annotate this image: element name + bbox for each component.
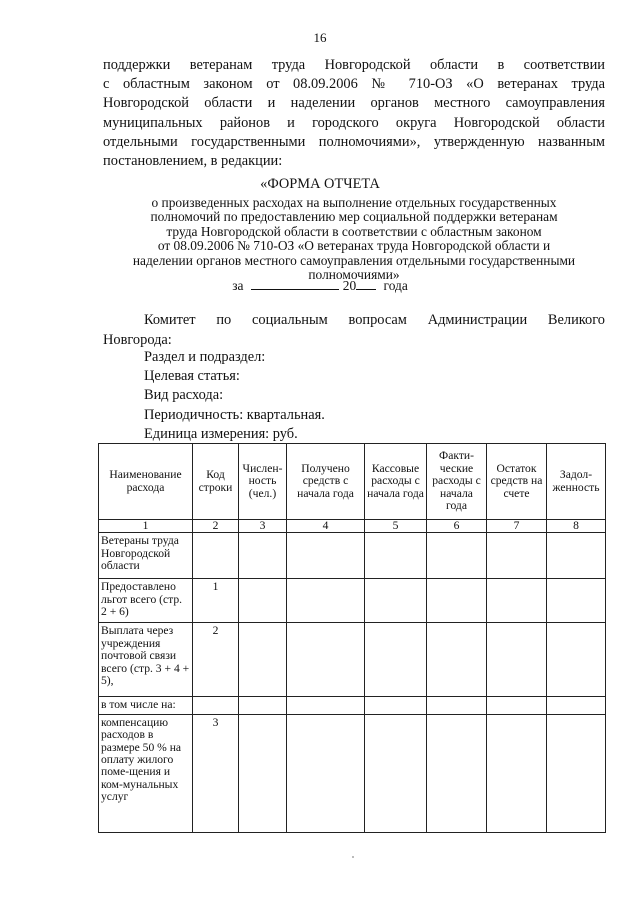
empty-cell bbox=[547, 697, 606, 714]
empty-cell bbox=[487, 697, 547, 714]
table-row bbox=[99, 697, 606, 714]
param-expense-type: Вид расхода: bbox=[144, 387, 224, 404]
column-number: 2 bbox=[193, 520, 239, 533]
table-row bbox=[99, 579, 606, 623]
period-suffix: года bbox=[383, 278, 408, 293]
form-heading: «ФОРМА ОТЧЕТА bbox=[260, 176, 380, 192]
row-name: Ветераны труда Новгородской области bbox=[99, 533, 193, 579]
committee-block bbox=[103, 310, 605, 350]
empty-cell bbox=[487, 714, 547, 832]
table-row bbox=[99, 714, 606, 832]
form-subtitle bbox=[100, 196, 608, 282]
intro-line: Новгородской области и наделении органов местного самоуправления bbox=[103, 95, 605, 112]
intro-line: с областным законом от 08.09.2006 № 710-ОЗ «О ветеранах труда bbox=[103, 76, 605, 93]
column-number: 8 bbox=[547, 520, 606, 533]
param-section: Раздел и подраздел: bbox=[144, 349, 266, 365]
empty-cell bbox=[239, 697, 287, 714]
subtitle-line: полномочиями» bbox=[308, 267, 400, 283]
row-name: Предоставлено льгот всего (стр. 2 + 6) bbox=[99, 579, 193, 623]
year-blank bbox=[356, 277, 376, 290]
empty-cell bbox=[365, 697, 427, 714]
header-cell: Числен-ность (чел.) bbox=[239, 444, 287, 520]
period-year: 20 bbox=[342, 278, 357, 293]
empty-cell bbox=[287, 697, 365, 714]
param-target-article: Целевая статья: bbox=[144, 368, 240, 385]
empty-cell bbox=[547, 533, 606, 579]
header-cell: Наименование расхода bbox=[99, 444, 193, 520]
empty-cell bbox=[287, 623, 365, 697]
column-number: 3 bbox=[239, 520, 287, 533]
row-name: компенсацию расходов в размере 50 % на оплату жилого поме-щения и ком-мунальных услуг bbox=[99, 714, 193, 832]
subtitle-line: наделении органов местного самоуправления отдельными государственными bbox=[132, 252, 576, 268]
row-code bbox=[193, 533, 239, 579]
empty-cell bbox=[547, 623, 606, 697]
empty-cell bbox=[287, 714, 365, 832]
empty-cell bbox=[487, 533, 547, 579]
row-code: 2 bbox=[193, 623, 239, 697]
subtitle-line: полномочий по предоставлению мер социальной поддержки ветеранам bbox=[150, 209, 558, 225]
row-name: в том числе на: bbox=[99, 697, 193, 714]
row-code: 1 bbox=[193, 579, 239, 623]
report-table bbox=[98, 443, 606, 833]
empty-cell bbox=[239, 533, 287, 579]
intro-line: муниципальных районов и городского округа Новгородской области bbox=[103, 114, 605, 131]
header-cell: Остаток средств на счете bbox=[487, 444, 547, 520]
subtitle-line: труда Новгородской области в соответствии с областным законом bbox=[166, 223, 542, 239]
table-header-row bbox=[99, 444, 606, 520]
intro-paragraph bbox=[103, 56, 605, 171]
empty-cell bbox=[547, 714, 606, 832]
column-number: 7 bbox=[487, 520, 547, 533]
row-name: Выплата через учреждения почтовой связи всего (стр. 3 + 4 + 5), bbox=[99, 623, 193, 697]
column-number-row bbox=[99, 520, 606, 533]
empty-cell bbox=[287, 579, 365, 623]
empty-cell bbox=[427, 623, 487, 697]
empty-cell bbox=[487, 579, 547, 623]
row-code bbox=[193, 697, 239, 714]
param-periodicity: Периодичность: квартальная. bbox=[144, 406, 325, 423]
page-number: 16 bbox=[313, 30, 327, 45]
empty-cell bbox=[239, 714, 287, 832]
header-cell: Факти-ческие расходы с начала года bbox=[427, 444, 487, 520]
intro-line: отдельными государственными полномочиями», утвержденную названным bbox=[103, 133, 605, 150]
empty-cell bbox=[487, 623, 547, 697]
empty-cell bbox=[427, 533, 487, 579]
period-prefix: за bbox=[232, 278, 244, 293]
committee-line: Новгорода: bbox=[103, 332, 172, 348]
scan-speck bbox=[352, 856, 354, 858]
empty-cell bbox=[365, 714, 427, 832]
column-number: 5 bbox=[365, 520, 427, 533]
empty-cell bbox=[427, 714, 487, 832]
header-cell: Получено средств с начала года bbox=[287, 444, 365, 520]
empty-cell bbox=[365, 623, 427, 697]
empty-cell bbox=[365, 533, 427, 579]
column-number: 1 bbox=[99, 520, 193, 533]
period-line bbox=[0, 277, 640, 294]
column-number: 6 bbox=[427, 520, 487, 533]
empty-cell bbox=[427, 697, 487, 714]
table-row bbox=[99, 533, 606, 579]
column-number: 4 bbox=[287, 520, 365, 533]
report-params bbox=[144, 348, 325, 444]
subtitle-line: о произведенных расходах на выполнение отдельных государственных bbox=[151, 195, 557, 210]
subtitle-line: от 08.09.2006 № 710-ОЗ «О ветеранах труда Новгородской области и bbox=[157, 238, 551, 254]
table-row bbox=[99, 623, 606, 697]
header-cell: Кассовые расходы с начала года bbox=[365, 444, 427, 520]
empty-cell bbox=[427, 579, 487, 623]
empty-cell bbox=[287, 533, 365, 579]
empty-cell bbox=[547, 579, 606, 623]
empty-cell bbox=[365, 579, 427, 623]
period-blank bbox=[251, 277, 339, 290]
row-code: 3 bbox=[193, 714, 239, 832]
committee-line: Комитет по социальным вопросам Администрации Великого bbox=[144, 312, 605, 328]
empty-cell bbox=[239, 579, 287, 623]
empty-cell bbox=[239, 623, 287, 697]
param-unit: Единица измерения: руб. bbox=[144, 425, 298, 442]
header-cell: Задол-женность bbox=[547, 444, 606, 520]
intro-line: поддержки ветеранам труда Новгородской области в соответствии bbox=[103, 57, 605, 73]
intro-line: постановлением, в редакции: bbox=[103, 153, 283, 170]
header-cell: Код строки bbox=[193, 444, 239, 520]
